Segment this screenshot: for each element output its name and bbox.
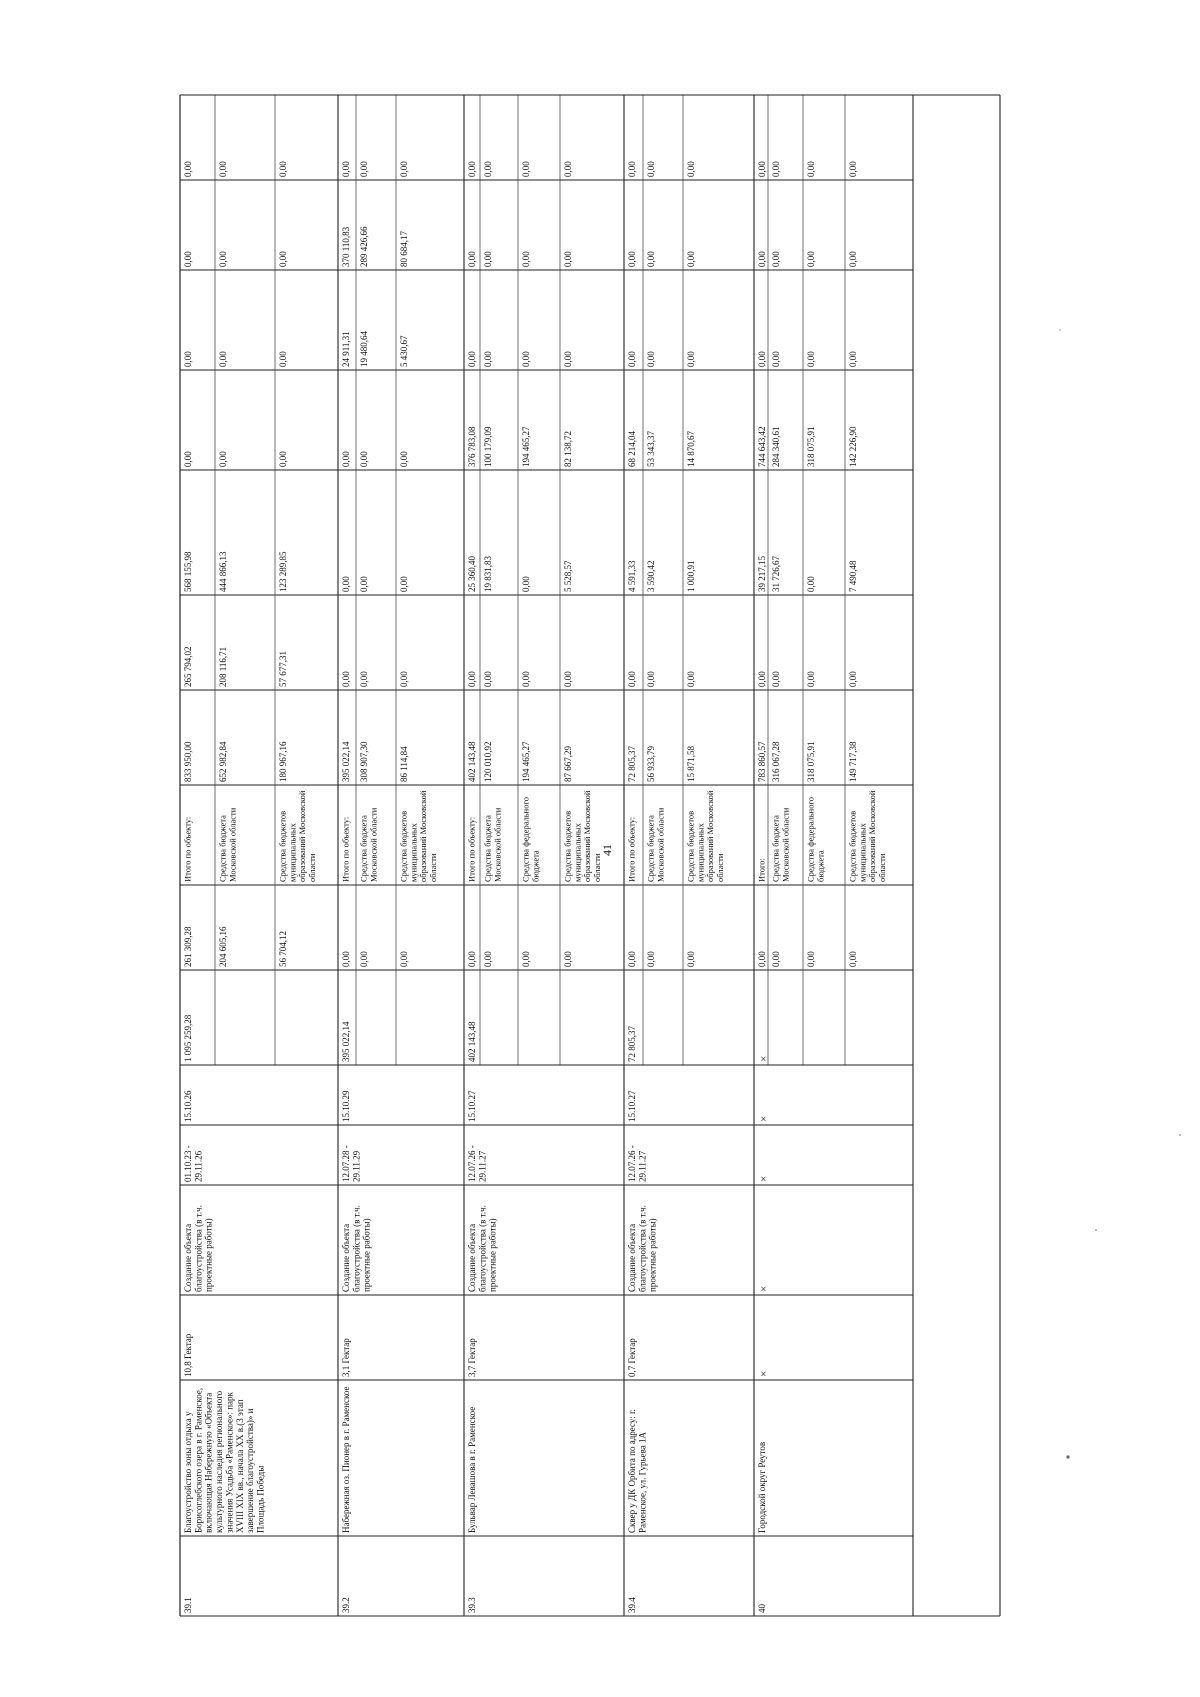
cell-work: ×: [758, 1285, 770, 1292]
cell-value: 0,00: [563, 251, 573, 267]
cell-work: Создание объектаблагоустройства (в т.ч.проектные работы): [183, 1205, 214, 1292]
cell-financed: 0,00: [563, 951, 573, 967]
cell-value: 0,00: [646, 671, 656, 687]
cell-capacity: 3,1 Гектар: [341, 1338, 351, 1377]
cell-financed: 261 309,28: [183, 926, 193, 967]
cell-value: 0,00: [218, 351, 228, 367]
cell-value: 4 591,33: [627, 560, 637, 592]
cell-value: 0,00: [278, 251, 288, 267]
cell-value: 123 289,85: [278, 551, 288, 592]
cell-commission: 15.10.26: [183, 1090, 193, 1122]
cell-source: Средства федеральногобюджета: [805, 797, 826, 882]
page-number: 41: [600, 844, 614, 856]
cell-source: Средства бюджетовмуниципальныхобразований Московскойобласти: [685, 790, 725, 882]
cell-value: 0,00: [359, 671, 369, 687]
cell-capacity: ×: [758, 1370, 770, 1377]
cell-value: 87 667,29: [563, 746, 573, 782]
cell-value: 0,00: [483, 161, 493, 177]
cell-value: 142 226,90: [848, 426, 858, 467]
cell-source: Итого по объекту:: [626, 816, 637, 882]
cell-value: 395 022,14: [341, 741, 351, 782]
cell-source: Средства бюджетовмуниципальныхобразований Московскойобласти: [398, 790, 438, 882]
cell-value: 0,00: [806, 161, 816, 177]
cell-financed: 56 704,12: [278, 931, 288, 967]
cell-num: 39.1: [183, 1597, 193, 1613]
cell-financed: 0,00: [627, 951, 637, 967]
cell-value: 0,00: [806, 251, 816, 267]
cell-value: 0,00: [686, 161, 696, 177]
cell-value: 568 155,98: [183, 551, 193, 592]
cell-commission: 15.10.27: [627, 1090, 637, 1122]
cell-value: 0,00: [521, 351, 531, 367]
cell-value: 0,00: [771, 251, 781, 267]
cell-capacity: 10,8 Гектар: [183, 1333, 193, 1377]
cell-value: 0,00: [467, 351, 477, 367]
cell-source: Итого по объекту:: [466, 816, 477, 882]
cell-object: Набережная оз. Пионер в г. Раменское: [341, 1386, 351, 1533]
cell-dates: 01.10.23 -29.11.26: [183, 1145, 204, 1182]
cell-value: 316 067,28: [771, 741, 781, 782]
cell-source: Средства бюджетаМосковской области: [482, 807, 503, 882]
cell-value: 0,00: [646, 251, 656, 267]
cell-value: 0,00: [467, 671, 477, 687]
cell-value: 0,00: [627, 161, 637, 177]
cell-num: 39.4: [627, 1597, 637, 1613]
cell-value: 0,00: [359, 451, 369, 467]
cell-value: 0,00: [341, 451, 351, 467]
cell-value: 0,00: [771, 351, 781, 367]
cell-dates: ×: [758, 1175, 770, 1182]
cell-value: 3 590,42: [646, 560, 656, 592]
cell-value: 0,00: [646, 351, 656, 367]
cell-value: 0,00: [399, 451, 409, 467]
cell-source: Средства бюджетовмуниципальныхобразований Московскойобласти: [847, 790, 887, 882]
cell-value: 833 950,00: [183, 741, 193, 782]
cell-value: 0,00: [341, 576, 351, 592]
cell-value: 0,00: [218, 251, 228, 267]
cell-value: 15 871,58: [686, 746, 696, 782]
cell-cost: 1 095 259,28: [183, 1014, 193, 1062]
cell-financed: 0,00: [359, 951, 369, 967]
cell-value: 0,00: [806, 671, 816, 687]
cell-value: 194 465,27: [521, 426, 531, 467]
cell-value: 0,00: [341, 161, 351, 177]
cell-value: 100 179,09: [483, 426, 493, 467]
cell-source: Средства бюджетовмуниципальныхобразований Московскойобласти: [562, 790, 602, 882]
cell-value: 120 010,92: [483, 741, 493, 782]
cell-value: 0,00: [848, 161, 858, 177]
cell-value: 82 138,72: [563, 431, 573, 467]
cell-value: 14 870,67: [686, 431, 696, 467]
cell-dates: 12.07.26 -29.11.27: [467, 1145, 488, 1182]
cell-value: 0,00: [757, 671, 767, 687]
cell-value: 0,00: [218, 161, 228, 177]
cell-cost: 72 805,37: [627, 1026, 637, 1062]
cell-value: 0,00: [521, 251, 531, 267]
cell-value: 0,00: [757, 161, 767, 177]
cell-value: 444 866,13: [218, 551, 228, 592]
cell-source: Итого по объекту:: [182, 816, 193, 882]
cell-value: 0,00: [771, 161, 781, 177]
cell-value: 0,00: [483, 351, 493, 367]
cell-capacity: 0,7 Гектар: [627, 1338, 637, 1377]
cell-cost: 395 022,14: [341, 1021, 351, 1062]
cell-value: 0,00: [627, 351, 637, 367]
cell-value: 744 643,42: [757, 426, 767, 467]
cell-value: 0,00: [563, 351, 573, 367]
cell-financed: 0,00: [399, 951, 409, 967]
cell-num: 39.2: [341, 1597, 351, 1613]
cell-value: 31 726,67: [771, 556, 781, 592]
cell-value: 0,00: [359, 161, 369, 177]
cell-value: 0,00: [521, 161, 531, 177]
cell-dates: 12.07.28 -29.11.29: [341, 1145, 362, 1182]
cell-value: 194 465,27: [521, 741, 531, 782]
cell-financed: 0,00: [757, 951, 767, 967]
cell-value: 86 114,84: [399, 746, 409, 782]
cell-value: 72 805,37: [627, 746, 637, 782]
cell-value: 0,00: [848, 251, 858, 267]
cell-value: 0,00: [848, 351, 858, 367]
cell-value: 1 000,91: [686, 560, 696, 592]
cell-value: 265 794,02: [183, 646, 193, 687]
cell-value: 0,00: [183, 351, 193, 367]
cell-value: 284 340,61: [771, 426, 781, 467]
cell-value: 24 911,31: [341, 331, 351, 367]
cell-value: 57 677,31: [278, 651, 288, 687]
cell-value: 5 430,67: [399, 335, 409, 367]
cell-value: 0,00: [467, 251, 477, 267]
cell-value: 0,00: [183, 451, 193, 467]
cell-source: Средства бюджетаМосковской области: [645, 807, 666, 882]
cell-commission: 15.10.27: [467, 1090, 477, 1122]
cell-value: 402 143,48: [467, 741, 477, 782]
cell-dates: 12.07.26 -29.11.27: [627, 1145, 648, 1182]
cell-financed: 204 605,16: [218, 926, 228, 967]
cell-num: 39.3: [467, 1597, 477, 1613]
cell-value: 0,00: [521, 576, 531, 592]
cell-value: 0,00: [686, 671, 696, 687]
cell-value: 68 214,04: [627, 431, 637, 467]
cell-value: 39 217,15: [757, 556, 767, 592]
cell-object: Бульвар Левашова в г. Раменское: [467, 1406, 477, 1533]
cell-value: 0,00: [646, 161, 656, 177]
cell-value: 0,00: [627, 251, 637, 267]
cell-financed: 0,00: [686, 951, 696, 967]
cell-value: 0,00: [399, 161, 409, 177]
cell-cost: 402 143,48: [467, 1021, 477, 1062]
cell-financed: 0,00: [806, 951, 816, 967]
cell-value: 783 860,57: [757, 741, 767, 782]
cell-value: 370 110,83: [341, 226, 351, 267]
cell-value: 19 480,64: [359, 331, 369, 367]
cell-value: 0,00: [359, 576, 369, 592]
cell-value: 0,00: [278, 161, 288, 177]
cell-value: 180 967,16: [278, 741, 288, 782]
cell-value: 376 783,08: [467, 426, 477, 467]
cell-value: 0,00: [483, 671, 493, 687]
cell-capacity: 3,7 Гектар: [467, 1338, 477, 1377]
cell-num: 40: [757, 1604, 767, 1613]
cell-value: 5 528,57: [563, 560, 573, 592]
cell-financed: 0,00: [646, 951, 656, 967]
cell-work: Создание объектаблагоустройства (в т.ч.проектные работы): [341, 1205, 372, 1292]
cell-value: 208 116,71: [218, 646, 228, 687]
cell-value: 0,00: [848, 671, 858, 687]
cell-value: 0,00: [686, 251, 696, 267]
cell-value: 0,00: [218, 451, 228, 467]
cell-value: 0,00: [757, 251, 767, 267]
cell-value: 53 343,37: [646, 431, 656, 467]
cell-value: 0,00: [757, 351, 767, 367]
cell-value: 0,00: [563, 671, 573, 687]
cell-value: 19 831,83: [483, 556, 493, 592]
cell-value: 0,00: [483, 251, 493, 267]
cell-value: 0,00: [521, 671, 531, 687]
cell-commission: ×: [758, 1115, 770, 1122]
cell-value: 0,00: [563, 161, 573, 177]
cell-source: Средства бюджетовмуниципальныхобразований Московскойобласти: [277, 790, 317, 882]
cell-value: 289 426,66: [359, 226, 369, 267]
cell-source: Средства федеральногобюджета: [520, 797, 541, 882]
cell-financed: 0,00: [848, 951, 858, 967]
cell-object: Сквер у ДК Орбита по адресу: г.Раменское, ул. Гурьева 1А: [627, 1409, 648, 1533]
cell-value: 0,00: [806, 351, 816, 367]
cell-value: 0,00: [183, 251, 193, 267]
cell-work: Создание объектаблагоустройства (в т.ч.проектные работы): [467, 1205, 498, 1292]
cell-value: 0,00: [341, 671, 351, 687]
cell-value: 0,00: [399, 671, 409, 687]
cell-value: 0,00: [806, 576, 816, 592]
cell-value: 25 360,40: [467, 556, 477, 592]
cell-value: 652 982,84: [218, 741, 228, 782]
cell-financed: 0,00: [341, 951, 351, 967]
cell-object: Городской округ Реутов: [757, 1441, 767, 1533]
cell-value: 0,00: [278, 451, 288, 467]
cell-financed: 0,00: [467, 951, 477, 967]
cell-value: 0,00: [771, 671, 781, 687]
table-body: [183, 161, 887, 1613]
cell-value: 80 684,17: [399, 231, 409, 267]
cell-value: 318 075,91: [806, 741, 816, 782]
cell-value: 318 075,91: [806, 426, 816, 467]
cell-object: Благоустройство зоны отдыха уБорисоглебского озера в г. Раменское,включающая Набережную «Объектакультурного наследия региональногозначения Усадьба «Раменское»: паркXVIII XIX вв., начала XX в.(3 этапзавершение благоустройства)» иПлощадь Победы: [183, 1387, 266, 1533]
cell-value: 0,00: [183, 161, 193, 177]
cell-value: 56 933,79: [646, 746, 656, 782]
scan-specks: [1059, 329, 1180, 1458]
cell-source: Итого по объекту:: [340, 816, 351, 882]
cell-value: 0,00: [467, 161, 477, 177]
cell-source: Средства бюджетаМосковской области: [770, 807, 791, 882]
cell-value: 0,00: [399, 576, 409, 592]
cell-source: Средства бюджетаМосковской области: [217, 807, 238, 882]
cell-source: Итого:: [756, 858, 767, 882]
cell-value: 0,00: [627, 671, 637, 687]
cell-financed: 0,00: [483, 951, 493, 967]
cell-financed: 0,00: [771, 951, 781, 967]
cell-financed: 0,00: [521, 951, 531, 967]
cell-cost: ×: [758, 1055, 770, 1062]
cell-value: 7 490,48: [848, 560, 858, 592]
cell-value: 308 907,30: [359, 741, 369, 782]
cell-commission: 15.10.29: [341, 1090, 351, 1122]
cell-source: Средства бюджетаМосковской области: [358, 807, 379, 882]
cell-value: 0,00: [278, 351, 288, 367]
cell-work: Создание объектаблагоустройства (в т.ч.проектные работы): [627, 1205, 658, 1292]
cell-value: 149 717,38: [848, 741, 858, 782]
cell-value: 0,00: [686, 351, 696, 367]
